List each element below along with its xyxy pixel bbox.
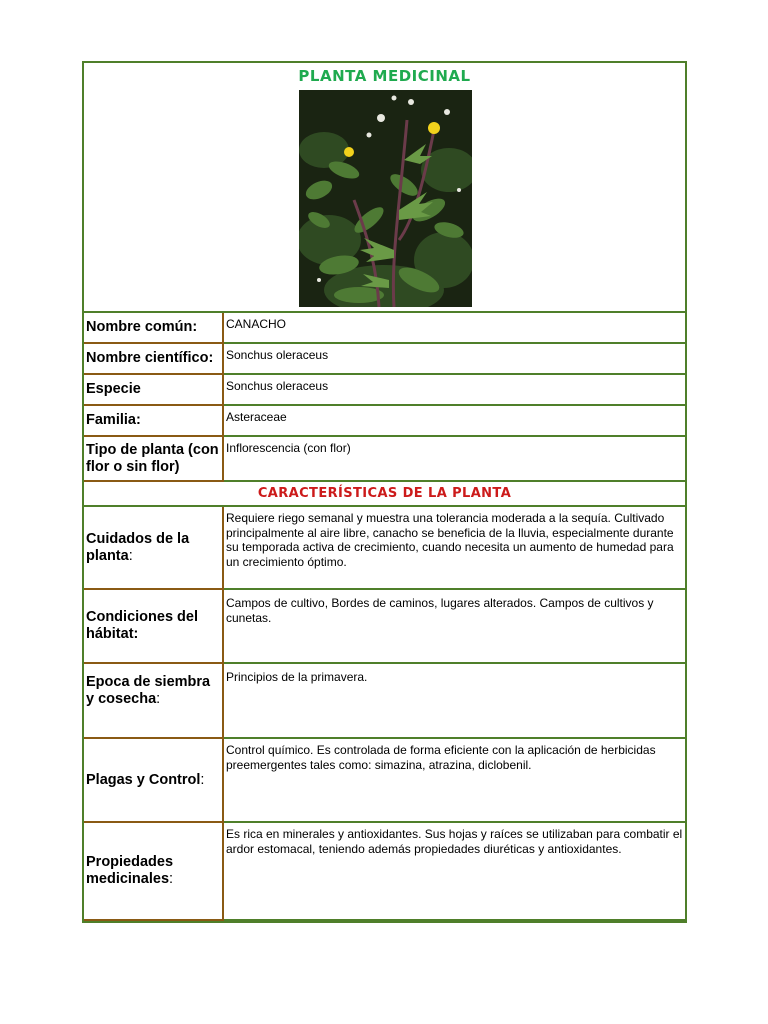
row-pests [84,739,685,823]
label-family: Familia: [84,406,224,437]
label-species: Especie [84,375,224,406]
row-species [84,375,685,406]
value-medicinal-properties: Es rica en minerales y antioxidantes. Sus hojas y raíces se utilizaban para combatir el ardor estomacal, teniendo además propiedades diuréticas y antioxidantes. [224,823,685,921]
section-title: CARACTERÍSTICAS DE LA PLANTA [84,482,685,507]
row-sowing-season [84,664,685,739]
row-family [84,406,685,437]
value-common-name: CANACHO [224,313,685,344]
label-common-name: Nombre común: [84,313,224,344]
label-sowing-season: Epoca de siembra y cosecha: [84,664,224,739]
value-plant-type: Inflorescencia (con flor) [224,437,685,482]
value-pests: Control químico. Es controlada de forma eficiente con la aplicación de herbicidas preemergentes tales como: simazina, atrazina, diclobenil. [224,739,685,823]
header-cell [84,63,685,313]
row-scientific-name [84,344,685,375]
label-habitat: Condiciones del hábitat: [84,590,224,664]
plant-sheet [82,61,687,923]
row-common-name [84,313,685,344]
value-sowing-season: Principios de la primavera. [224,664,685,739]
value-habitat: Campos de cultivo, Bordes de caminos, lugares alterados. Campos de cultivos y cunetas. [224,590,685,664]
plant-photo-icon [299,90,472,307]
value-family: Asteraceae [224,406,685,437]
value-plant-care: Requiere riego semanal y muestra una tolerancia moderada a la sequía. Cultivado principalmente al aire libre, canacho se beneficia de la lluvia, especialmente durante su temporada activa de crecimiento, cuando necesita un aumento de humedad para un crecimiento óptimo. [224,507,685,590]
label-plant-type: Tipo de planta (con flor o sin flor) [84,437,224,482]
value-scientific-name: Sonchus oleraceus [224,344,685,375]
label-medicinal-properties: Propiedades medicinales: [84,823,224,921]
row-habitat [84,590,685,664]
label-pests: Plagas y Control: [84,739,224,823]
row-plant-care [84,507,685,590]
value-species: Sonchus oleraceus [224,375,685,406]
row-plant-type [84,437,685,482]
label-plant-care: Cuidados de la planta: [84,507,224,590]
page-title: PLANTA MEDICINAL [298,67,471,85]
label-scientific-name: Nombre científico: [84,344,224,375]
row-medicinal-properties [84,823,685,921]
plant-photo [299,90,472,307]
